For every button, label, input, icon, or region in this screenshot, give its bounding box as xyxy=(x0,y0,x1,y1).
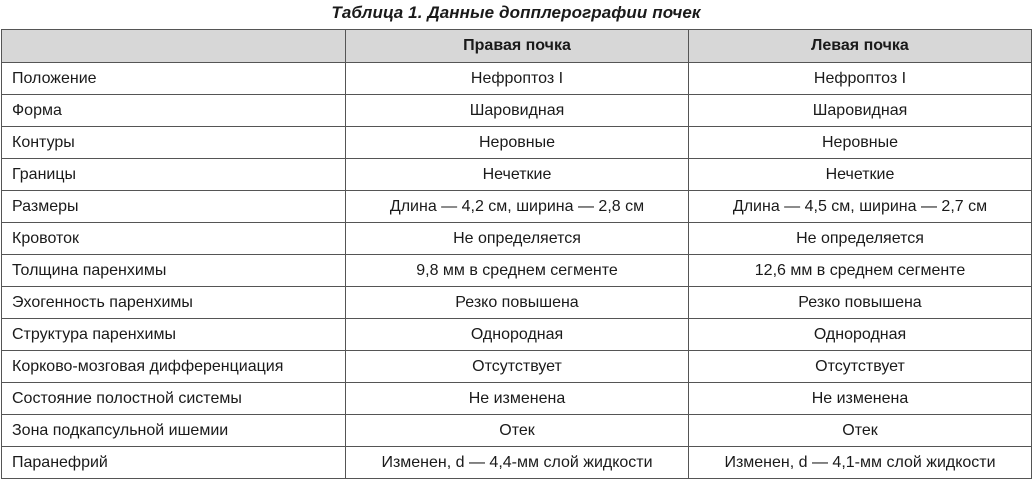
table-row xyxy=(2,63,1032,95)
table-row xyxy=(2,383,1032,415)
row-parameter: Состояние полостной системы xyxy=(2,383,346,415)
row-parameter: Толщина паренхимы xyxy=(2,255,346,287)
table-row xyxy=(2,127,1032,159)
table-row xyxy=(2,415,1032,447)
row-left-value: Отсутствует xyxy=(689,351,1032,383)
row-parameter: Эхогенность паренхимы xyxy=(2,287,346,319)
table-row xyxy=(2,95,1032,127)
row-right-value: Неровные xyxy=(346,127,689,159)
row-parameter: Контуры xyxy=(2,127,346,159)
row-left-value: Нефроптоз I xyxy=(689,63,1032,95)
row-left-value: Не изменена xyxy=(689,383,1032,415)
row-left-value: Длина — 4,5 см, ширина — 2,7 см xyxy=(689,191,1032,223)
row-right-value: Однородная xyxy=(346,319,689,351)
row-left-value: 12,6 мм в среднем сегменте xyxy=(689,255,1032,287)
row-parameter: Границы xyxy=(2,159,346,191)
row-left-value: Однородная xyxy=(689,319,1032,351)
row-right-value: Не изменена xyxy=(346,383,689,415)
row-left-value: Резко повышена xyxy=(689,287,1032,319)
table-row xyxy=(2,255,1032,287)
row-right-value: Отсутствует xyxy=(346,351,689,383)
row-parameter: Кровоток xyxy=(2,223,346,255)
row-parameter: Размеры xyxy=(2,191,346,223)
table-caption: Таблица 1. Данные допплерографии почек xyxy=(331,3,701,22)
table-row xyxy=(2,351,1032,383)
row-parameter: Корково-мозговая дифференциация xyxy=(2,351,346,383)
row-right-value: 9,8 мм в среднем сегменте xyxy=(346,255,689,287)
row-parameter: Зона подкапсульной ишемии xyxy=(2,415,346,447)
row-left-value: Неровные xyxy=(689,127,1032,159)
table-row xyxy=(2,447,1032,479)
row-right-value: Нефроптоз I xyxy=(346,63,689,95)
table-row xyxy=(2,191,1032,223)
row-right-value: Шаровидная xyxy=(346,95,689,127)
table-row xyxy=(2,159,1032,191)
header-right-kidney: Правая почка xyxy=(346,30,689,63)
row-right-value: Не определяется xyxy=(346,223,689,255)
doppler-data-table xyxy=(1,29,1032,479)
header-parameter xyxy=(2,30,346,63)
row-parameter: Паранефрий xyxy=(2,447,346,479)
table-row xyxy=(2,319,1032,351)
row-right-value: Изменен, d — 4,4-мм слой жидкости xyxy=(346,447,689,479)
table-row xyxy=(2,287,1032,319)
row-left-value: Не определяется xyxy=(689,223,1032,255)
row-left-value: Изменен, d — 4,1-мм слой жидкости xyxy=(689,447,1032,479)
row-left-value: Отек xyxy=(689,415,1032,447)
row-parameter: Положение xyxy=(2,63,346,95)
row-right-value: Нечеткие xyxy=(346,159,689,191)
table-row xyxy=(2,223,1032,255)
row-parameter: Форма xyxy=(2,95,346,127)
header-left-kidney: Левая почка xyxy=(689,30,1032,63)
table-header-row xyxy=(2,30,1032,63)
row-left-value: Шаровидная xyxy=(689,95,1032,127)
row-parameter: Структура паренхимы xyxy=(2,319,346,351)
row-left-value: Нечеткие xyxy=(689,159,1032,191)
row-right-value: Отек xyxy=(346,415,689,447)
row-right-value: Резко повышена xyxy=(346,287,689,319)
row-right-value: Длина — 4,2 см, ширина — 2,8 см xyxy=(346,191,689,223)
